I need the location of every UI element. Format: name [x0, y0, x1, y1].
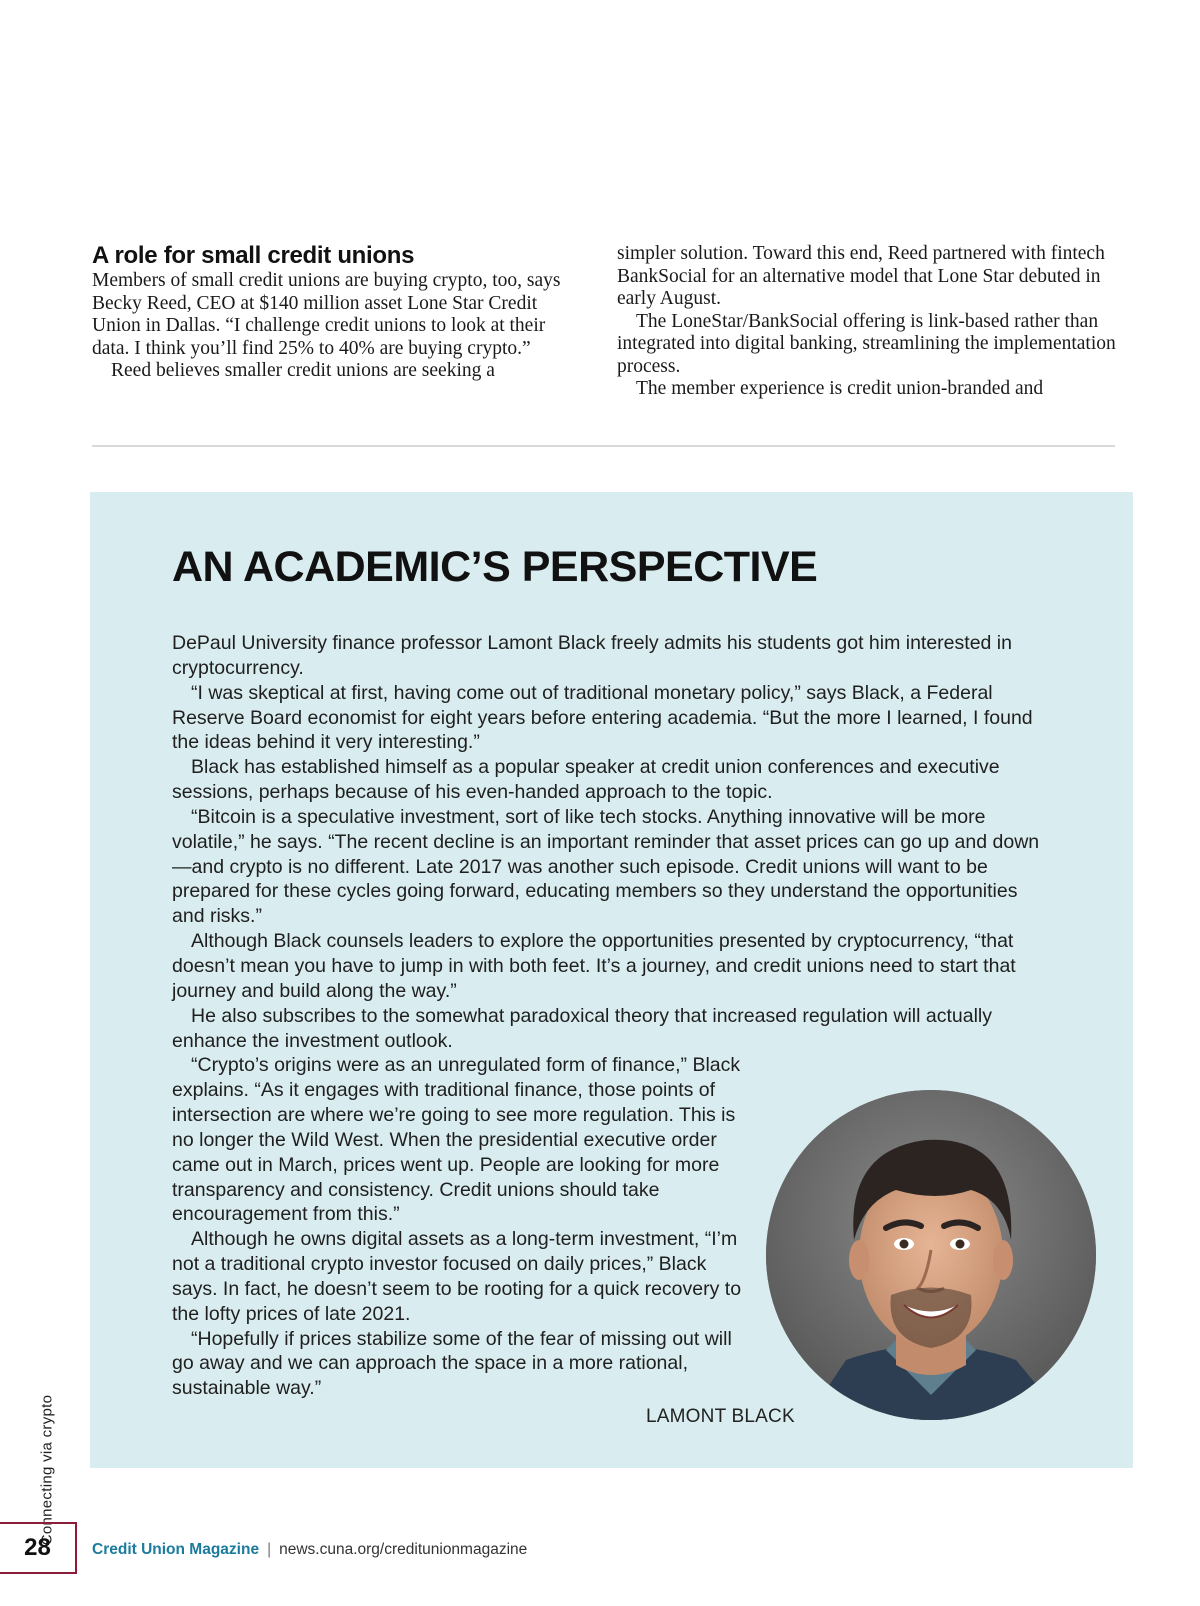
sidebar-paragraph: DePaul University finance professor Lamont Black freely admits his students got him interested in cryptocurrency.: [172, 632, 1012, 679]
sidebar-box: [90, 492, 1133, 1468]
sidebar-paragraph: Although he owns digital assets as a long-term investment, “I’m not a traditional crypto investor focused on daily prices,” Black says. In fact, he doesn’t seem to be rooting for a quick recovery to the lofty prices of late 2021.: [172, 1228, 742, 1325]
sidebar-paragraph: Although Black counsels leaders to explore the opportunities presented by cryptocurrency, “that doesn’t mean you have to jump in with both feet. It’s a journey, and credit unions need to start that journey and build along the way.”: [172, 930, 1016, 1002]
article-paragraph: Members of small credit unions are buying crypto, too, says Becky Reed, CEO at $140 million asset Lone Star Credit Union in Dallas. “I challenge credit unions to look at their data. I think you’ll find 25% to 40% are buying crypto.”: [92, 270, 561, 359]
article-column-right: [617, 243, 1117, 401]
page-number: 28: [0, 1522, 77, 1574]
article-subhead: A role for small credit unions: [92, 242, 415, 269]
sidebar-paragraph: “Crypto’s origins were as an unregulated form of finance,” Black explains. “As it engages with traditional finance, those points of intersection are where we’re going to see more regulation. This is no longer the Wild West. When the presidential executive order came out in March, prices went up. People are looking for more transparency and consistency. Credit unions should take encouragement from this.”: [172, 1054, 741, 1226]
article-column-left: [92, 243, 582, 383]
article-paragraph: The LoneStar/BankSocial offering is link-based rather than integrated into digital banking, streamlining the implementation process.: [617, 310, 1116, 377]
article-paragraph: Reed believes smaller credit unions are seeking a: [111, 360, 495, 381]
sidebar-paragraph: “Bitcoin is a speculative investment, sort of like tech stocks. Anything innovative will be more volatile,” he says. “The recent decline is an important reminder that asset prices can go up and down—and crypto is no different. Late 2017 was another such episode. Credit unions will want to be prepared for these cycles going forward, educating members so they understand the opportunities and risks.”: [172, 805, 1040, 928]
section-label: Connecting via crypto: [38, 1394, 56, 1546]
footer-url: news.cuna.org/creditunionmagazine: [279, 1541, 528, 1558]
footer: [92, 1541, 527, 1559]
article-paragraph: The member experience is credit union-branded and: [636, 378, 1044, 399]
sidebar-paragraph: “Hopefully if prices stabilize some of the fear of missing out will go away and we can approach the space in a more rational, sustainable way.”: [172, 1327, 732, 1400]
sidebar-paragraph: “I was skeptical at first, having come out of traditional monetary policy,” says Black, a Federal Reserve Board economist for eight years before entering academia. “But the more I learned, I found the ideas behind it very interesting.”: [172, 681, 1033, 754]
sidebar-paragraph: Black has established himself as a popular speaker at credit union conferences and executive sessions, perhaps because of his even-handed approach to the topic.: [172, 756, 1000, 804]
magazine-name: Credit Union Magazine: [92, 1541, 260, 1558]
sidebar-title: AN ACADEMIC’S PERSPECTIVE: [172, 543, 818, 591]
photo-caption: LAMONT BLACK: [646, 1406, 795, 1427]
article-paragraph: simpler solution. Toward this end, Reed partnered with fintech BankSocial for an alternative model that Lone Star debuted in early August.: [617, 243, 1105, 309]
sidebar-paragraph: He also subscribes to the somewhat paradoxical theory that increased regulation will actually enhance the investment outlook.: [172, 1004, 993, 1052]
footer-separator: |: [267, 1541, 272, 1558]
section-divider: [92, 445, 1115, 447]
portrait-photo: [766, 1090, 1096, 1420]
